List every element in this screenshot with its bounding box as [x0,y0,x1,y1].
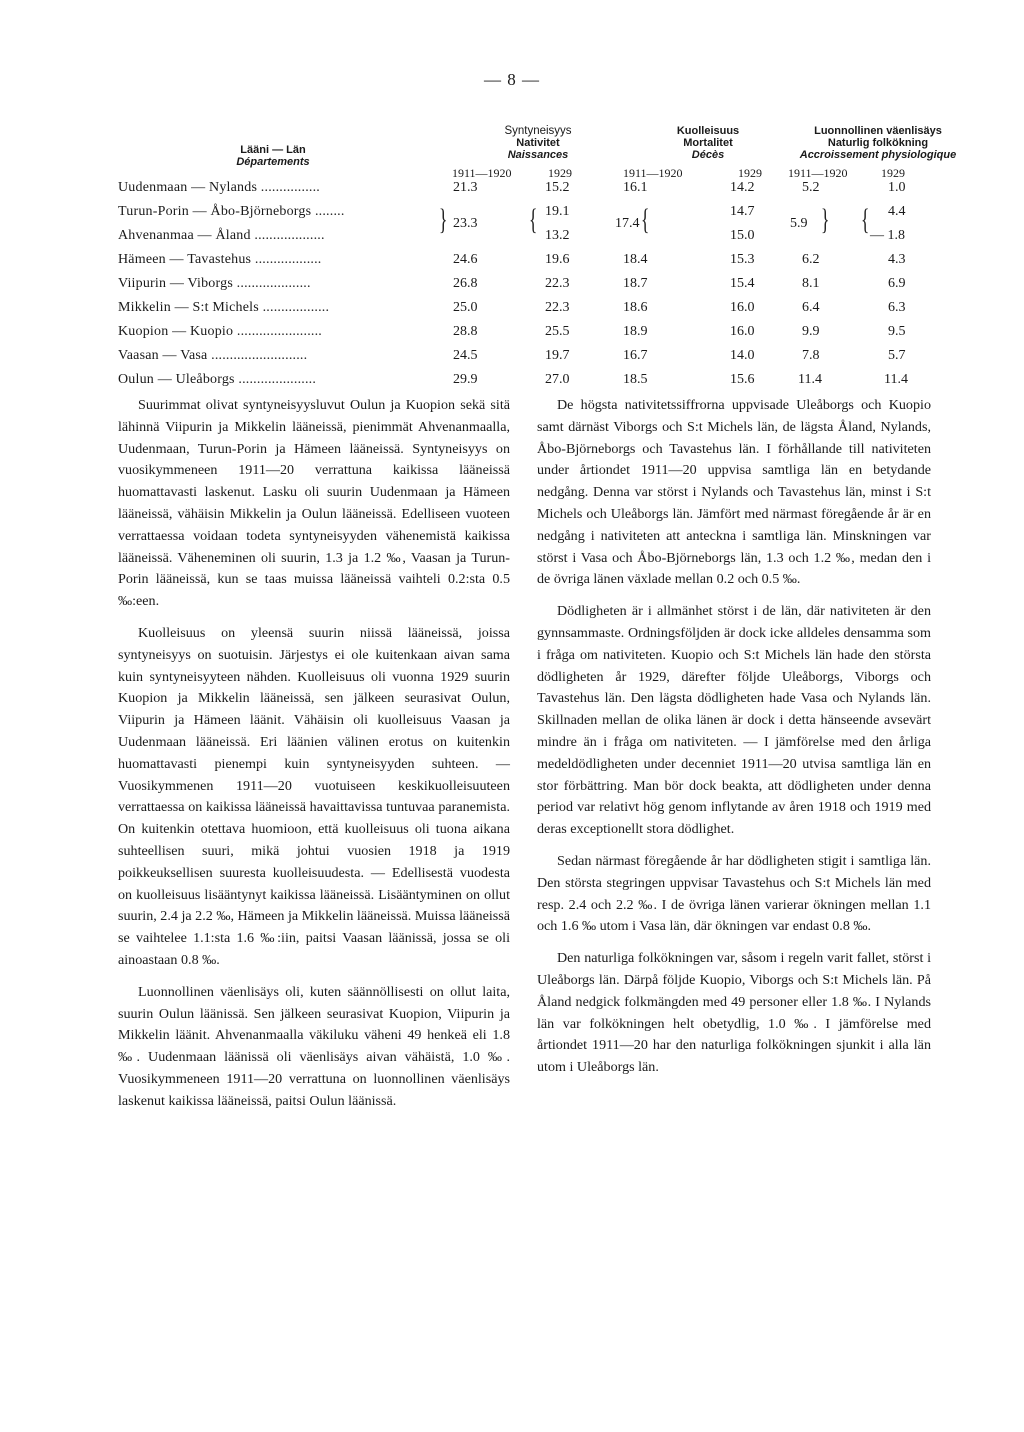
cell-syn-avg: 23.3 [453,216,478,231]
cell-syn-avg: 26.8 [453,276,478,291]
cell-kuo-1929: 14.0 [730,348,755,363]
cell-syn-1929: 27.0 [545,372,570,387]
year-header: 1929 [548,166,572,180]
header-luo-sv: Naturlig folkökning [827,137,929,149]
statistics-table [118,120,957,387]
cell-kuo-avg: 18.6 [623,300,648,315]
paragraph: Sedan närmast föregående år har dödligheten stigit i samtliga län. Den största stegringen uppvisar Tavastehus och S:t Michels län med resp. 2.4 och 2.2 ‰. I de övriga länen varierar ökningen mellan 1.1 och 1.6 ‰ utom i Vasa län, där ökningen var endast 0.8 ‰. [537,852,931,935]
brace-right: } [820,203,830,236]
brace-left: { [528,203,538,236]
cell-syn-avg: 24.6 [453,252,478,267]
year-header: 1911—1920 [452,166,512,180]
cell-kuo-1929: 15.4 [730,276,755,291]
finnish-text-column [118,395,510,1113]
cell-luo-1929: 1.0 [888,180,906,195]
header-kuo-sv: Mortalitet [683,137,733,149]
cell-kuo-1929: 14.2 [730,180,755,195]
cell-luo-avg: 9.9 [802,324,820,339]
header-luo-fi: Luonnollinen väenlisäys [814,125,942,137]
row-name: Hämeen — Tavastehus .................. [118,252,322,267]
cell-kuo-avg: 18.9 [623,324,648,339]
cell-luo-avg: 11.4 [798,372,822,387]
cell-luo-1929: 11.4 [884,372,908,387]
row-name: Ahvenanmaa — Åland ................... [118,228,325,243]
paragraph: Kuolleisuus on yleensä suurin niissä lääneissä, joissa syntyneisyys on suotuisin. Järjestys ei ole kuitenkaan aivan sama kuin syntyneisyyteen nähden. Kuolleisuus oli vuonna 1929 suurin Kuopion ja Mikkelin lääneissä, sen jälkeen seurasivat Oulun, Viipurin ja Hämeen läänit. Vähäisin oli kuolleisuus Vaasan ja Uudenmaan lääneissä. Eri läänien välinen erotus on kuitenkin huomattavasti pienempi kuin syntyneisyyden suhteen. — Vuosikymmenen 1911—20 vuotuiseen keskikuolleisuuteen verrattaessa on kaikissa lääneissä havaittavissa tuntuvaa paranemista. On kuitenkin otettava huomioon, että kuolleisuus oli tuona aikana suhteellisen suuri, mikä johtui vuosien 1918 ja 1919 poikkeuksellisen suuresta kuolleisuudesta. — Edellisestä vuodesta on kuolleisuus lisääntynyt kaikissa lääneissä. Lisääntyminen on ollut suurin, 2.4 ja 2.2 ‰, Hämeen ja Mikkelin lääneissä. Muissa lääneissä se vaihtelee 1.1:sta 1.6 ‰:iin, paitsi Vaasan läänissä, jossa se oli ainoastaan 0.8 ‰. [118,624,510,968]
header-lan [218,144,328,168]
cell-luo-avg: 6.4 [802,300,820,315]
cell-syn-1929: 22.3 [545,276,570,291]
cell-kuo-1929: 15.6 [730,372,755,387]
header-syntyneisyys [438,125,638,161]
page-number: — 8 — [484,70,540,89]
cell-syn-1929: 15.2 [545,180,570,195]
brace-left: { [860,203,870,236]
row-name: Mikkelin — S:t Michels .................. [118,300,330,315]
cell-luo-1929: — 1.8 [870,228,905,243]
row-name: Turun-Porin — Åbo-Björneborgs ........ [118,204,345,219]
cell-syn-1929: 22.3 [545,300,570,315]
cell-luo-avg: 7.8 [802,348,820,363]
row-name: Uudenmaan — Nylands ................ [118,180,321,195]
table-row [118,204,918,231]
cell-kuo-1929: 15.0 [730,228,755,243]
row-name: Vaasan — Vasa .......................... [118,348,308,363]
cell-luo-avg: 5.9 [790,216,808,231]
table-row [118,180,918,202]
table-row [118,348,918,370]
cell-syn-1929: 13.2 [545,228,570,243]
table-row [118,276,918,298]
cell-syn-1929: 19.6 [545,252,570,267]
cell-kuo-avg: 18.5 [623,372,648,387]
cell-syn-avg: 25.0 [453,300,478,315]
paragraph: Luonnollinen väenlisäys oli, kuten säännöllisesti on ollut laita, suurin Oulun läänissä. Sen jälkeen seurasivat Kuopion, Viipurin ja Mikkelin läänit. Ahvenanmaalla väkiluku väheni 49 henkeä eli 1.8 ‰. Uudenmaan läänissä oli väenlisäys aivan vähäistä, 1.0 ‰. Vuosikymmeneen 1911—20 verrattuna on luonnollinen väenlisäys laskenut kaikissa lääneissä, paitsi Oulun läänissä. [118,983,510,1109]
cell-kuo-avg: 18.7 [623,276,648,291]
header-luonnollinen [768,125,988,161]
cell-luo-avg: 5.2 [802,180,820,195]
header-luo-fr: Accroissement physiologique [799,149,957,161]
header-syn-fi: Syntyneisyys [504,125,572,137]
header-lan-subtitle: Départements [236,156,310,168]
cell-kuo-1929: 16.0 [730,324,755,339]
brace-left: { [640,203,650,236]
cell-luo-1929: 6.3 [888,300,906,315]
cell-syn-1929: 19.1 [545,204,570,219]
year-header: 1929 [738,166,762,180]
table-row [118,324,918,346]
brace-right: } [438,203,448,236]
cell-luo-1929: 6.9 [888,276,906,291]
header-kuolleisuus [628,125,788,161]
header-kuo-fi: Kuolleisuus [676,125,740,137]
swedish-text-column [537,395,931,1079]
paragraph: Dödligheten är i allmänhet störst i de län, där nativiteten är den gynnsammaste. Ordningsföljden är dock icke alldeles densamma som i fråga om nativiteten. Kuopio och S:t Michels län hade den största dödligheten år 1929, därefter följde Uleåborgs, Viborgs och Tavastehus län. Den lägsta dödligheten hade Vasa och Nylands län. Skillnaden mellan de olika länen är dock i detta hänseende avsevärt mindre än i fråga om nativiteten. — I jämförelse med den årliga medeldödligheten under decenniet 1911—20 utvisa samtliga län en stor förbättring. Man bör dock beakta, att dödligheten under denna period var relativt hög genom inflytande av åren 1918 och 1919 med deras exceptionellt stora dödlighet. [537,603,931,838]
paragraph: De högsta nativitetssiffrorna uppvisade Uleåborgs och Kuopio samt därnäst Viborgs och S:t Michels län, de lägsta Åland, Nylands, Åbo-Björneborgs och Tavastehus län. I förhållande till nativiteten under årtiondet 1911—20 uppvisa samtliga län en betydande nedgång. Denna var störst i Nylands och Tavastehus län, minst i S:t Michels och Uleåborgs län. Jämfört med närmast föregående år är en nedgång i nativiteten att anteckna i samtliga län. Minskningen var störst i Vasa och Åbo-Björneborgs län, 1.3 och 1.2 ‰, medan den i de övriga länen växlade mellan 0.2 och 0.5 ‰. [537,397,931,588]
header-syn-fr: Naissances [507,149,569,161]
cell-syn-avg: 29.9 [453,372,478,387]
cell-kuo-1929: 14.7 [730,204,755,219]
cell-luo-1929: 9.5 [888,324,906,339]
cell-kuo-1929: 16.0 [730,300,755,315]
cell-luo-1929: 4.3 [888,252,906,267]
table-row [118,228,918,250]
cell-syn-1929: 19.7 [545,348,570,363]
paragraph: Suurimmat olivat syntyneisyysluvut Oulun ja Kuopion sekä sitä lähinnä Viipurin ja Mikkelin lääneissä, pienimmät Ahvenanmaalla, Uudenmaan, Turun-Porin ja Hämeen lääneissä. Syntyneisyys on vuosikymmeneen 1911—20 verrattuna kaikissa lääneissä huomattavasti laskenut. Lasku oli suurin Uudenmaan ja Hämeen lääneissä, vähäisin Mikkelin ja Oulun lääneissä. Edelliseen vuoteen verrattaessa voidaan todeta syntyneisyyden vähenemistä kaikissa lääneissä. Väheneminen oli suurin, 1.3 ja 1.2 ‰, Vaasan ja Turun-Porin lääneissä, kun se taas muissa lääneissä vaihteli 0.2:sta 0.5 ‰:een. [118,397,510,610]
header-syn-sv: Nativitet [516,137,560,149]
row-name: Kuopion — Kuopio ....................... [118,324,322,339]
cell-luo-1929: 5.7 [888,348,906,363]
cell-syn-avg: 21.3 [453,180,478,195]
year-header: 1911—1920 [788,166,848,180]
cell-syn-avg: 28.8 [453,324,478,339]
cell-luo-avg: 8.1 [802,276,820,291]
header-lan-title: Lääni — Län [240,144,306,156]
cell-luo-avg: 6.2 [802,252,820,267]
cell-luo-1929: 4.4 [888,204,906,219]
cell-kuo-avg: 18.4 [623,252,648,267]
year-header: 1911—1920 [623,166,683,180]
table-row [118,252,918,274]
header-kuo-fr: Décès [691,149,725,161]
cell-syn-avg: 24.5 [453,348,478,363]
cell-kuo-1929: 15.3 [730,252,755,267]
table-row [118,372,918,394]
row-name: Viipurin — Viborgs .................... [118,276,311,291]
table-row [118,300,918,322]
cell-kuo-avg: 16.7 [623,348,648,363]
cell-kuo-avg: 17.4 [615,216,640,231]
paragraph: Den naturliga folkökningen var, såsom i regeln varit fallet, störst i Uleåborgs län. Därpå följde Kuopio, Viborgs och S:t Michels län. På Åland nedgick folkmängden med 49 personer eller 1.8 ‰. I Nylands län var folkökningen helt obetydlig, 1.0 ‰. I jämförelse med årtiondet 1911—20 har den naturliga folkökningen sjunkit i alla län utom i Uleåborgs län. [537,950,931,1076]
row-name: Oulun — Uleåborgs ..................... [118,372,317,387]
cell-kuo-avg: 16.1 [623,180,648,195]
cell-syn-1929: 25.5 [545,324,570,339]
year-header: 1929 [881,166,905,180]
